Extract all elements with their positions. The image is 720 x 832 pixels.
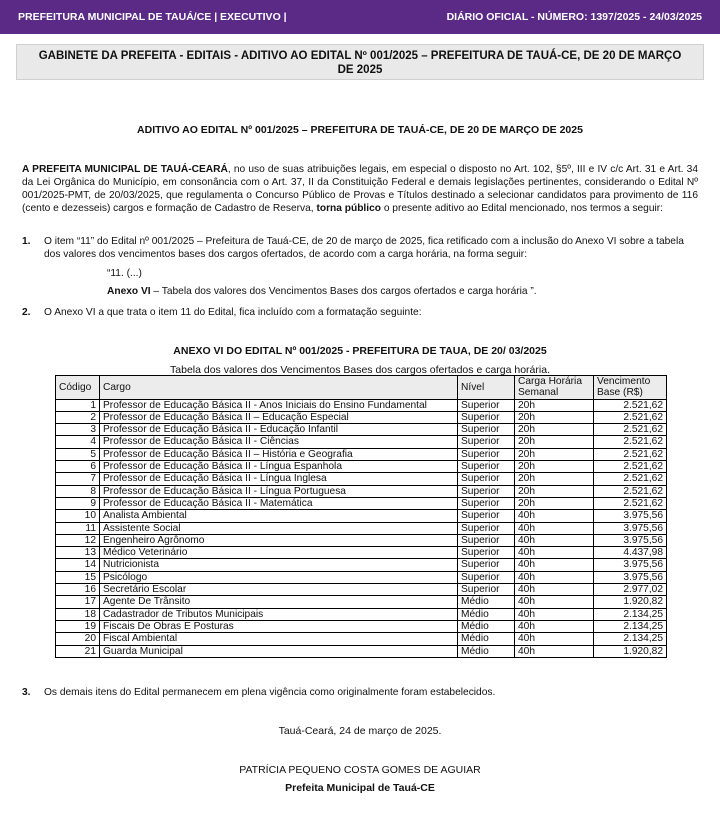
cell-code: 13 xyxy=(56,547,100,559)
table-row xyxy=(56,633,667,645)
cell-role: Professor de Educação Básica II - Educação Infantil xyxy=(100,424,458,436)
cell-code: 19 xyxy=(56,620,100,632)
cell-code: 10 xyxy=(56,510,100,522)
cell-salary: 2.521,62 xyxy=(594,436,667,448)
table-row xyxy=(56,584,667,596)
cell-role: Guarda Municipal xyxy=(100,645,458,657)
col-header-salary: Vencimento Base (R$) xyxy=(594,376,667,400)
table-header-row xyxy=(56,376,667,400)
cell-code: 15 xyxy=(56,571,100,583)
cell-hours: 40h xyxy=(515,547,594,559)
cell-role: Médico Veterinário xyxy=(100,547,458,559)
table-row xyxy=(56,534,667,546)
table-row xyxy=(56,436,667,448)
cell-role: Professor de Educação Básica II - Matemática xyxy=(100,497,458,509)
cell-code: 8 xyxy=(56,485,100,497)
cell-level: Superior xyxy=(458,510,515,522)
item-text: Os demais itens do Edital permanecem em plena vigência como originalmente foram estabelecidos. xyxy=(44,687,496,698)
cell-salary: 4.437,98 xyxy=(594,547,667,559)
cell-salary: 2.134,25 xyxy=(594,620,667,632)
cell-hours: 20h xyxy=(515,473,594,485)
item-number: 1. xyxy=(22,236,31,247)
header-publisher: PREFEITURA MUNICIPAL DE TAUÁ/CE | EXECUTIVO | xyxy=(18,11,287,23)
item-2 xyxy=(22,306,698,319)
cell-level: Médio xyxy=(458,608,515,620)
col-header-code: Código xyxy=(56,376,100,400)
table-row xyxy=(56,411,667,423)
cell-code: 14 xyxy=(56,559,100,571)
table-row xyxy=(56,559,667,571)
cell-level: Superior xyxy=(458,448,515,460)
cell-code: 20 xyxy=(56,633,100,645)
signatory-role: Prefeita Municipal de Tauá-CE xyxy=(285,782,435,794)
cell-salary: 2.521,62 xyxy=(594,485,667,497)
annex-title: ANEXO VI DO EDITAL Nº 001/2025 - PREFEITURA DE TAUA, DE 20/ 03/2025 xyxy=(173,345,547,357)
cell-code: 1 xyxy=(56,399,100,411)
table-row xyxy=(56,645,667,657)
item-text: O item “11” do Edital nº 001/2025 – Prefeitura de Tauá-CE, de 20 de março de 2025, fica retificado com a inclusão do Anexo VI sobre a tabela dos valores dos vencimentos bases dos cargos ofertados, de acordo com a carga horária, na forma seguir: xyxy=(44,236,684,260)
cell-salary: 2.521,62 xyxy=(594,424,667,436)
cell-hours: 20h xyxy=(515,448,594,460)
cell-role: Professor de Educação Básica II - Anos Iniciais do Ensino Fundamental xyxy=(100,399,458,411)
table-row xyxy=(56,473,667,485)
quote-annex-text: – Tabela dos valores dos Vencimentos Bases dos cargos ofertados e carga horária ”. xyxy=(150,286,537,297)
cell-hours: 40h xyxy=(515,633,594,645)
cell-code: 2 xyxy=(56,411,100,423)
item-number: 2. xyxy=(22,307,31,318)
quote-line: “11. (...) xyxy=(107,268,142,279)
salary-table xyxy=(55,375,667,658)
cell-hours: 20h xyxy=(515,424,594,436)
cell-role: Secretário Escolar xyxy=(100,584,458,596)
cell-hours: 20h xyxy=(515,399,594,411)
cell-code: 5 xyxy=(56,448,100,460)
table-row xyxy=(56,547,667,559)
cell-salary: 2.521,62 xyxy=(594,411,667,423)
cell-level: Superior xyxy=(458,547,515,559)
cell-salary: 2.521,62 xyxy=(594,497,667,509)
cell-hours: 40h xyxy=(515,571,594,583)
intro-text-b: o presente aditivo ao Edital mencionado, nos termos a seguir: xyxy=(380,203,664,214)
table-row xyxy=(56,608,667,620)
cell-salary: 2.134,25 xyxy=(594,608,667,620)
col-header-level: Nível xyxy=(458,376,515,400)
section-title-line1: GABINETE DA PREFEITA - EDITAIS - ADITIVO AO EDITAL Nº 001/2025 – PREFEITURA DE TAUÁ-CE, DE 20 DE MARÇO xyxy=(38,50,682,62)
cell-role: Nutricionista xyxy=(100,559,458,571)
cell-role: Engenheiro Agrônomo xyxy=(100,534,458,546)
cell-level: Superior xyxy=(458,473,515,485)
cell-salary: 1.920,82 xyxy=(594,645,667,657)
cell-salary: 2.521,62 xyxy=(594,399,667,411)
quote-annex-bold: Anexo VI xyxy=(107,286,151,297)
quote-annex-line xyxy=(107,286,537,297)
cell-code: 3 xyxy=(56,424,100,436)
cell-role: Fiscal Ambiental xyxy=(100,633,458,645)
col-header-role: Cargo xyxy=(100,376,458,400)
cell-level: Superior xyxy=(458,424,515,436)
cell-role: Assistente Social xyxy=(100,522,458,534)
cell-salary: 3.975,56 xyxy=(594,522,667,534)
section-title-line2: DE 2025 xyxy=(337,64,383,76)
intro-bold-mid: torna público xyxy=(316,203,381,214)
cell-code: 12 xyxy=(56,534,100,546)
top-header-bar xyxy=(0,0,720,34)
table-body xyxy=(56,399,667,657)
cell-salary: 1.920,82 xyxy=(594,596,667,608)
cell-hours: 40h xyxy=(515,596,594,608)
document-heading: ADITIVO AO EDITAL Nº 001/2025 – PREFEITURA DE TAUÁ-CE, DE 20 DE MARÇO DE 2025 xyxy=(137,124,583,136)
cell-code: 18 xyxy=(56,608,100,620)
place-date: Tauá-Ceará, 24 de março de 2025. xyxy=(278,725,442,737)
cell-hours: 40h xyxy=(515,510,594,522)
cell-role: Fiscais De Obras E Posturas xyxy=(100,620,458,632)
cell-code: 21 xyxy=(56,645,100,657)
intro-bold-start: A PREFEITA MUNICIPAL DE TAUÁ-CEARÁ xyxy=(22,164,228,175)
cell-salary: 3.975,56 xyxy=(594,559,667,571)
cell-hours: 40h xyxy=(515,559,594,571)
table-row xyxy=(56,620,667,632)
cell-code: 16 xyxy=(56,584,100,596)
cell-level: Superior xyxy=(458,497,515,509)
cell-level: Superior xyxy=(458,584,515,596)
table-row xyxy=(56,522,667,534)
header-issue-number: DIÁRIO OFICIAL - NÚMERO: 1397/2025 - 24/03/2025 xyxy=(446,11,702,23)
table-row xyxy=(56,497,667,509)
cell-role: Professor de Educação Básica II – História e Geografia xyxy=(100,448,458,460)
cell-level: Superior xyxy=(458,411,515,423)
table-row xyxy=(56,596,667,608)
cell-code: 17 xyxy=(56,596,100,608)
table-row xyxy=(56,461,667,473)
cell-hours: 20h xyxy=(515,461,594,473)
cell-level: Superior xyxy=(458,522,515,534)
cell-code: 9 xyxy=(56,497,100,509)
item-1 xyxy=(22,235,698,261)
cell-role: Analista Ambiental xyxy=(100,510,458,522)
cell-role: Professor de Educação Básica II - Ciências xyxy=(100,436,458,448)
cell-role: Professor de Educação Básica II - Língua Portuguesa xyxy=(100,485,458,497)
cell-code: 4 xyxy=(56,436,100,448)
cell-hours: 20h xyxy=(515,497,594,509)
table-row xyxy=(56,485,667,497)
cell-salary: 3.975,56 xyxy=(594,534,667,546)
intro-paragraph xyxy=(22,163,698,215)
cell-level: Superior xyxy=(458,571,515,583)
cell-hours: 40h xyxy=(515,645,594,657)
cell-role: Professor de Educação Básica II - Língua Espanhola xyxy=(100,461,458,473)
cell-role: Cadastrador de Tributos Municipais xyxy=(100,608,458,620)
cell-level: Superior xyxy=(458,399,515,411)
table-row xyxy=(56,448,667,460)
cell-code: 7 xyxy=(56,473,100,485)
cell-salary: 3.975,56 xyxy=(594,510,667,522)
cell-role: Professor de Educação Básica II – Educação Especial xyxy=(100,411,458,423)
table-row xyxy=(56,399,667,411)
cell-code: 6 xyxy=(56,461,100,473)
cell-salary: 2.977,02 xyxy=(594,584,667,596)
cell-hours: 20h xyxy=(515,485,594,497)
cell-role: Psicólogo xyxy=(100,571,458,583)
col-header-hours: Carga Horária Semanal xyxy=(515,376,594,400)
table-row xyxy=(56,571,667,583)
cell-level: Médio xyxy=(458,596,515,608)
cell-level: Superior xyxy=(458,534,515,546)
cell-level: Superior xyxy=(458,559,515,571)
item-3 xyxy=(22,686,698,699)
cell-salary: 2.521,62 xyxy=(594,473,667,485)
section-title-box xyxy=(16,44,704,80)
annex-subtitle: Tabela dos valores dos Vencimentos Bases dos cargos ofertados e carga horária. xyxy=(170,364,550,376)
cell-hours: 20h xyxy=(515,436,594,448)
item-number: 3. xyxy=(22,687,31,698)
signatory-name: PATRÍCIA PEQUENO COSTA GOMES DE AGUIAR xyxy=(239,764,481,776)
cell-level: Superior xyxy=(458,485,515,497)
cell-level: Médio xyxy=(458,633,515,645)
cell-level: Superior xyxy=(458,461,515,473)
cell-hours: 40h xyxy=(515,534,594,546)
cell-level: Médio xyxy=(458,620,515,632)
cell-hours: 40h xyxy=(515,620,594,632)
cell-salary: 3.975,56 xyxy=(594,571,667,583)
cell-hours: 20h xyxy=(515,411,594,423)
cell-level: Médio xyxy=(458,645,515,657)
table-row xyxy=(56,424,667,436)
intro-text-a: , no uso de suas atribuições legais, em especial o disposto no Art. 102, §5º, III e IV c/c Art. 31 e Art. 34 da Lei Orgânica do Município, em consonância com o Art. 37, II da Constituição Federal e demais legislações pertinentes, considerando o Edital Nº 001/2025-PMT, de 20/03/2025, que regulamenta o Concurso Público de Provas e Títulos destinado a selecionar candidatos para provimento de 116 (cento e dezesseis) cargos e formação de Cadastro de Reserva, xyxy=(22,164,698,214)
cell-hours: 40h xyxy=(515,522,594,534)
item-text: O Anexo VI a que trata o item 11 do Edital, fica incluído com a formatação seguinte: xyxy=(44,307,422,318)
table-row xyxy=(56,510,667,522)
cell-hours: 40h xyxy=(515,608,594,620)
cell-role: Agente De Trânsito xyxy=(100,596,458,608)
cell-role: Professor de Educação Básica II - Língua Inglesa xyxy=(100,473,458,485)
cell-salary: 2.521,62 xyxy=(594,448,667,460)
cell-salary: 2.521,62 xyxy=(594,461,667,473)
cell-code: 11 xyxy=(56,522,100,534)
cell-hours: 40h xyxy=(515,584,594,596)
cell-salary: 2.134,25 xyxy=(594,633,667,645)
cell-level: Superior xyxy=(458,436,515,448)
